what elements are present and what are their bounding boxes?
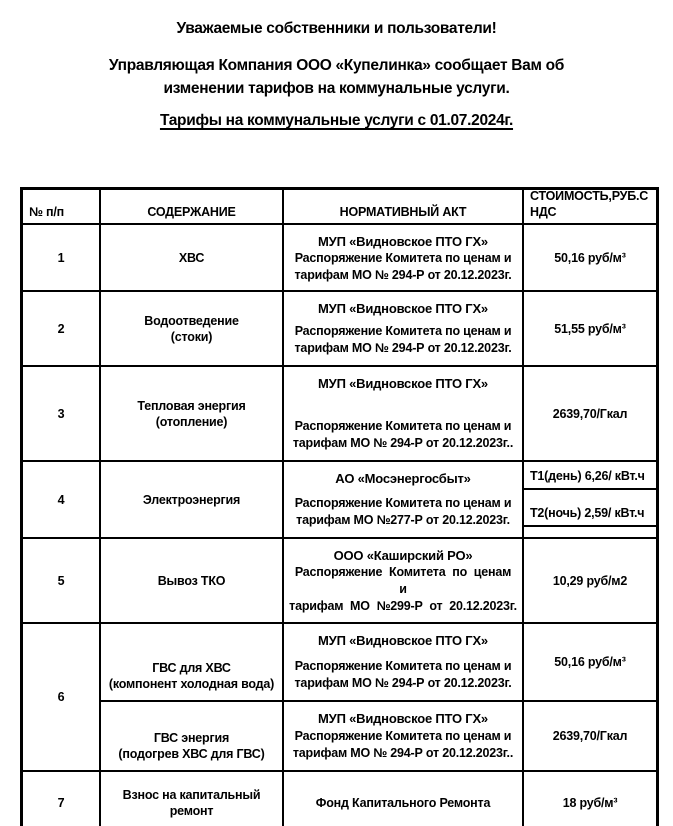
cell-normative-act xyxy=(282,462,522,537)
content-line: Водоотведение xyxy=(144,313,239,328)
cell-normative-act xyxy=(282,225,522,290)
content-line: Взнос на капитальный xyxy=(122,788,261,802)
table-row-4 xyxy=(23,460,656,537)
cell-normative-act xyxy=(282,292,522,365)
table-row-1 xyxy=(23,223,656,290)
cost-t1-cell: Т1(день) 6,26/ кВт.ч xyxy=(524,462,656,490)
table-row-3 xyxy=(23,365,656,460)
cell-normative-act xyxy=(282,367,522,460)
header-cell-content: СОДЕРЖАНИЕ xyxy=(99,190,282,223)
cell-content xyxy=(99,292,282,365)
content-line: Тепловая энергия xyxy=(137,398,246,413)
table-row-6 xyxy=(23,622,656,770)
act-organization: МУП «Видновское ПТО ГХ» xyxy=(318,711,488,726)
announcement-line-1: Управляющая Компания ООО «Купелинка» сообщает Вам об xyxy=(108,57,565,74)
cell-normative-act xyxy=(282,702,522,770)
act-organization: Фонд Капитального Ремонта xyxy=(315,796,491,810)
content-line: (подогрев ХВС для ГВС) xyxy=(118,747,265,761)
cell-content xyxy=(99,367,282,460)
table-row-7 xyxy=(23,770,656,826)
cell-num: 6 xyxy=(57,690,65,704)
tariff-table xyxy=(20,187,659,826)
header-cell-num: № п/п xyxy=(29,205,64,219)
row6-subrow-b xyxy=(99,700,656,770)
row6-subrows xyxy=(99,624,656,770)
document-header xyxy=(0,20,673,130)
cell-num: 4 xyxy=(57,492,65,507)
cost-empty-strip xyxy=(524,527,656,537)
cell-num: 2 xyxy=(57,321,65,336)
act-organization: МУП «Видновское ПТО ГХ» xyxy=(318,301,488,316)
cell-content xyxy=(99,702,282,770)
act-organization: МУП «Видновское ПТО ГХ» xyxy=(318,376,488,391)
cell-content xyxy=(99,772,282,826)
act-document: Распоряжение Комитета по ценам и тарифам МО № 294-Р от 20.12.2023г.. xyxy=(292,419,514,450)
document-title: Тарифы на коммунальные услуги с 01.07.2024г. xyxy=(159,112,514,129)
act-document: Распоряжение Комитета по ценам и тарифам МО № 294-Р от 20.12.2023г. xyxy=(294,324,512,355)
cell-cost: 50,16 руб/м³ xyxy=(522,624,656,700)
table-header-row xyxy=(23,190,656,223)
content-line: Электроэнергия xyxy=(142,492,241,507)
header-cell-act: НОРМАТИВНЫЙ АКТ xyxy=(282,190,522,223)
cell-cost: 18 руб/м³ xyxy=(522,772,656,826)
act-document: Распоряжение Комитета по ценам и тарифам МО №299-Р от 20.12.2023г. xyxy=(289,565,517,613)
act-organization: МУП «Видновское ПТО ГХ» xyxy=(318,633,488,648)
cell-content xyxy=(99,462,282,537)
cell-cost-split xyxy=(522,462,656,537)
cell-num: 5 xyxy=(57,573,65,588)
greeting-line: Уважаемые собственники и пользователи! xyxy=(176,20,497,37)
cell-normative-act xyxy=(282,539,522,622)
content-line: ГВС энергия xyxy=(153,731,230,745)
cell-cost: 51,55 руб/м³ xyxy=(522,292,656,365)
cell-num: 3 xyxy=(57,406,65,421)
act-organization: АО «Мосэнергосбыт» xyxy=(335,471,471,486)
act-document: Распоряжение Комитета по ценам и тарифам МО № 294-Р от 20.12.2023г. xyxy=(294,251,512,282)
header-cell-cost: СТОИМОСТЬ,РУБ.С НДС xyxy=(522,190,656,223)
announcement-line-2: изменении тарифов на коммунальные услуги. xyxy=(163,80,510,97)
cell-cost: 10,29 руб/м2 xyxy=(522,539,656,622)
content-line: ГВС для ХВС xyxy=(152,661,231,675)
act-organization: ООО «Каширский РО» xyxy=(333,548,473,563)
cell-content xyxy=(99,624,282,700)
cell-cost: 50,16 руб/м³ xyxy=(522,225,656,290)
table-row-2 xyxy=(23,290,656,365)
cell-normative-act xyxy=(282,772,522,826)
act-organization: МУП «Видновское ПТО ГХ» xyxy=(318,234,488,249)
cell-num: 1 xyxy=(57,250,65,265)
act-document: Распоряжение Комитета по ценам и тарифам МО № 294-Р от 20.12.2023г.. xyxy=(292,729,514,760)
cell-content xyxy=(99,539,282,622)
content-line: (стоки) xyxy=(170,329,213,344)
announcement-paragraph xyxy=(0,54,673,100)
cell-num: 7 xyxy=(57,796,65,810)
content-line: Вывоз ТКО xyxy=(157,573,226,588)
cell-normative-act xyxy=(282,624,522,700)
cell-cost: 2639,70/Гкал xyxy=(522,702,656,770)
act-document: Распоряжение Комитета по ценам и тарифам МО №277-Р от 20.12.2023г. xyxy=(294,496,512,527)
cell-content xyxy=(99,225,282,290)
content-line: (отопление) xyxy=(155,414,228,429)
content-line: ХВС xyxy=(178,250,205,265)
table-row-5 xyxy=(23,537,656,622)
row6-subrow-a xyxy=(99,624,656,700)
cost-t2-cell: Т2(ночь) 2,59/ кВт.ч xyxy=(524,490,656,527)
act-document: Распоряжение Комитета по ценам и тарифам МО № 294-Р от 20.12.2023г. xyxy=(294,659,512,690)
cell-cost: 2639,70/Гкал xyxy=(522,367,656,460)
content-line: (компонент холодная вода) xyxy=(108,677,275,691)
content-line: ремонт xyxy=(169,804,214,818)
